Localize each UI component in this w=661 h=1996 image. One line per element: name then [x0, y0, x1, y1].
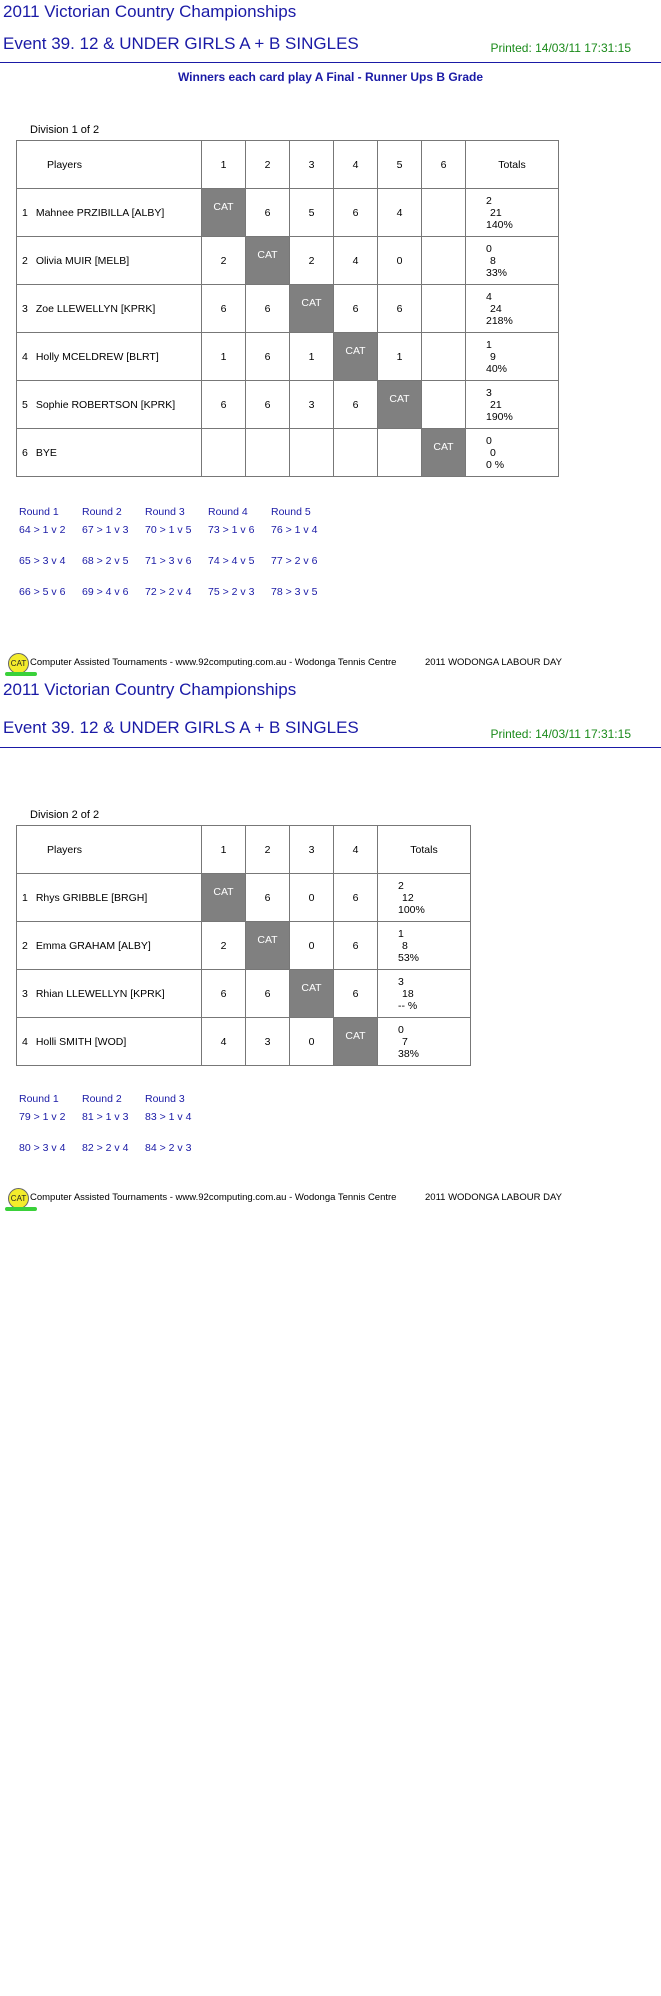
score-cell: 6: [334, 874, 378, 922]
cat-label: CAT: [213, 885, 234, 898]
totals-cell: [466, 285, 559, 333]
player-name: [17, 429, 202, 477]
totals-games: 21: [490, 398, 502, 411]
score-cell: 5: [290, 189, 334, 237]
score-cell: 3: [290, 381, 334, 429]
player-row: [17, 1018, 471, 1066]
player-row: [17, 381, 559, 429]
self-match-cell: [378, 381, 422, 429]
totals-cell: [466, 381, 559, 429]
cat-label: CAT: [433, 440, 454, 453]
cat-logo: [5, 1188, 29, 1212]
score-cell: 4: [334, 237, 378, 285]
match-entry: 73 > 1 v 6: [208, 524, 255, 536]
player-name-text: Mahnee PRZIBILLA [ALBY]: [35, 206, 165, 219]
player-name: [17, 237, 202, 285]
player-name: [17, 922, 202, 970]
totals-percentage: 38%: [398, 1047, 420, 1060]
player-name-text: Holly MCELDREW [BLRT]: [35, 350, 159, 363]
match-entry: 75 > 2 v 3: [208, 586, 255, 598]
printed-timestamp: Printed: 14/03/11 17:31:15: [490, 41, 631, 55]
totals-games: 7: [402, 1035, 408, 1048]
cat-label: CAT: [257, 248, 278, 261]
player-row: [17, 874, 471, 922]
score-cell: [422, 237, 466, 285]
player-number: 4: [22, 350, 28, 363]
self-match-cell: [246, 922, 290, 970]
player-name: [17, 381, 202, 429]
player-row: [17, 333, 559, 381]
score-cell: [246, 429, 290, 477]
score-cell: 2: [202, 922, 246, 970]
totals-percentage: 40%: [486, 362, 508, 375]
division-label: Division 2 of 2: [30, 809, 100, 821]
column-header-4: 4: [334, 141, 378, 189]
score-cell: 6: [246, 285, 290, 333]
totals-cell: [378, 970, 471, 1018]
footer-event: 2011 WODONGA LABOUR DAY: [425, 657, 562, 668]
score-cell: 1: [378, 333, 422, 381]
match-entry: 70 > 1 v 5: [145, 524, 192, 536]
totals-percentage: 0 %: [486, 458, 505, 471]
header-divider: [0, 747, 661, 748]
round-label: Round 1: [19, 506, 59, 518]
player-number: 1: [22, 891, 28, 904]
totals-games: 24: [490, 302, 502, 315]
footer-credit: Computer Assisted Tournaments - www.92computing.com.au - Wodonga Tennis Centre: [30, 657, 397, 668]
score-cell: [290, 429, 334, 477]
player-name-text: Emma GRAHAM [ALBY]: [35, 939, 151, 952]
totals-cell: [466, 189, 559, 237]
totals-cell: [378, 922, 471, 970]
score-cell: [422, 285, 466, 333]
totals-wins: 2: [398, 879, 404, 892]
cat-label: CAT: [345, 1029, 366, 1042]
footer-credit: Computer Assisted Tournaments - www.92computing.com.au - Wodonga Tennis Centre: [30, 1192, 397, 1203]
totals-games: 9: [490, 350, 496, 363]
totals-wins: 0: [398, 1023, 404, 1036]
cat-label: CAT: [257, 933, 278, 946]
totals-percentage: -- %: [398, 999, 418, 1012]
totals-cell: [466, 237, 559, 285]
player-number: 3: [22, 302, 28, 315]
page-footer: [5, 1188, 645, 1214]
player-name-text: Rhian LLEWELLYN [KPRK]: [35, 987, 165, 1000]
totals-wins: 3: [398, 975, 404, 988]
totals-games: 8: [490, 254, 496, 267]
player-name-text: Rhys GRIBBLE [BRGH]: [35, 891, 148, 904]
score-cell: 2: [202, 237, 246, 285]
totals-percentage: 100%: [398, 903, 425, 916]
totals-games: 21: [490, 206, 502, 219]
totals-games: 8: [402, 939, 408, 952]
score-cell: 3: [246, 1018, 290, 1066]
column-header-3: 3: [290, 141, 334, 189]
totals-percentage: 33%: [486, 266, 508, 279]
score-cell: [202, 429, 246, 477]
player-row: [17, 285, 559, 333]
cat-label: CAT: [301, 981, 322, 994]
page-1: [0, 0, 661, 680]
match-entry: 78 > 3 v 5: [271, 586, 318, 598]
self-match-cell: [202, 874, 246, 922]
cat-label: CAT: [389, 392, 410, 405]
player-name-text: Olivia MUIR [MELB]: [35, 254, 130, 267]
grading-banner: Winners each card play A Final - Runner Ups B Grade: [177, 70, 484, 84]
score-cell: 0: [378, 237, 422, 285]
players-header: Players: [17, 826, 202, 874]
championship-title: 2011 Victorian Country Championships: [3, 2, 297, 21]
totals-wins: 0: [486, 242, 492, 255]
self-match-cell: [202, 189, 246, 237]
division-label: Division 1 of 2: [30, 124, 100, 136]
match-entry: 84 > 2 v 3: [145, 1142, 192, 1154]
round-schedule: [19, 1093, 239, 1163]
cat-label: CAT: [213, 200, 234, 213]
totals-percentage: 140%: [486, 218, 513, 231]
column-header-2: 2: [246, 141, 290, 189]
self-match-cell: [422, 429, 466, 477]
round-label: Round 3: [145, 1093, 185, 1105]
cat-label: CAT: [301, 296, 322, 309]
column-header-1: 1: [202, 141, 246, 189]
self-match-cell: [290, 970, 334, 1018]
column-header-2: 2: [246, 826, 290, 874]
player-number: 2: [22, 254, 28, 267]
round-label: Round 2: [82, 506, 122, 518]
match-entry: 76 > 1 v 4: [271, 524, 318, 536]
match-entry: 82 > 2 v 4: [82, 1142, 129, 1154]
totals-percentage: 53%: [398, 951, 420, 964]
score-cell: 6: [202, 285, 246, 333]
score-cell: 6: [202, 970, 246, 1018]
score-cell: 6: [246, 189, 290, 237]
totals-wins: 2: [486, 194, 492, 207]
player-name: [17, 189, 202, 237]
logo-swoosh: [5, 1207, 37, 1211]
match-entry: 81 > 1 v 3: [82, 1111, 129, 1123]
player-number: 3: [22, 987, 28, 1000]
column-header-4: 4: [334, 826, 378, 874]
self-match-cell: [290, 285, 334, 333]
player-row: [17, 970, 471, 1018]
match-entry: 74 > 4 v 5: [208, 555, 255, 567]
totals-cell: [466, 333, 559, 381]
player-row: [17, 429, 559, 477]
column-header-5: 5: [378, 141, 422, 189]
match-entry: 65 > 3 v 4: [19, 555, 66, 567]
score-cell: [422, 381, 466, 429]
player-name-text: Sophie ROBERTSON [KPRK]: [35, 398, 176, 411]
score-cell: 6: [246, 381, 290, 429]
totals-percentage: 218%: [486, 314, 513, 327]
totals-games: 12: [402, 891, 414, 904]
player-name-text: Zoe LLEWELLYN [KPRK]: [35, 302, 156, 315]
column-header-1: 1: [202, 826, 246, 874]
player-number: 6: [22, 446, 28, 459]
score-cell: 6: [334, 970, 378, 1018]
round-robin-grid: [16, 140, 559, 477]
grid-header-row: [17, 826, 471, 874]
score-cell: 6: [246, 874, 290, 922]
printed-timestamp: Printed: 14/03/11 17:31:15: [490, 727, 631, 741]
self-match-cell: [246, 237, 290, 285]
round-label: Round 3: [145, 506, 185, 518]
round-label: Round 1: [19, 1093, 59, 1105]
score-cell: 6: [334, 189, 378, 237]
cat-label: CAT: [345, 344, 366, 357]
player-row: [17, 189, 559, 237]
match-entry: 69 > 4 v 6: [82, 586, 129, 598]
score-cell: 6: [378, 285, 422, 333]
player-name: [17, 970, 202, 1018]
score-cell: 6: [334, 381, 378, 429]
totals-wins: 1: [486, 338, 492, 351]
score-cell: 1: [290, 333, 334, 381]
logo-swoosh: [5, 672, 37, 676]
score-cell: 2: [290, 237, 334, 285]
round-label: Round 2: [82, 1093, 122, 1105]
totals-cell: [466, 429, 559, 477]
player-row: [17, 237, 559, 285]
score-cell: [422, 333, 466, 381]
cat-logo-disc: CAT: [8, 653, 29, 674]
player-row: [17, 922, 471, 970]
score-cell: 4: [378, 189, 422, 237]
score-cell: [334, 429, 378, 477]
match-entry: 71 > 3 v 6: [145, 555, 192, 567]
player-number: 1: [22, 206, 28, 219]
round-schedule: [19, 506, 359, 606]
score-cell: 6: [334, 285, 378, 333]
totals-wins: 0: [486, 434, 492, 447]
player-name: [17, 333, 202, 381]
championship-title: 2011 Victorian Country Championships: [3, 680, 297, 699]
player-name: [17, 285, 202, 333]
round-robin-grid: [16, 825, 471, 1066]
round-label: Round 5: [271, 506, 311, 518]
header-divider: [0, 62, 661, 63]
match-entry: 77 > 2 v 6: [271, 555, 318, 567]
score-cell: 1: [202, 333, 246, 381]
player-number: 2: [22, 939, 28, 952]
match-entry: 68 > 2 v 5: [82, 555, 129, 567]
score-cell: 0: [290, 874, 334, 922]
totals-wins: 4: [486, 290, 492, 303]
page-footer: [5, 653, 645, 679]
cat-logo: [5, 653, 29, 677]
footer-event: 2011 WODONGA LABOUR DAY: [425, 1192, 562, 1203]
score-cell: 6: [246, 970, 290, 1018]
score-cell: 6: [334, 922, 378, 970]
cat-logo-disc: CAT: [8, 1188, 29, 1209]
player-name-text: BYE: [35, 446, 57, 459]
grid-header-row: [17, 141, 559, 189]
self-match-cell: [334, 1018, 378, 1066]
score-cell: 6: [202, 381, 246, 429]
self-match-cell: [334, 333, 378, 381]
match-entry: 67 > 1 v 3: [82, 524, 129, 536]
totals-games: 18: [402, 987, 414, 1000]
score-cell: 4: [202, 1018, 246, 1066]
totals-games: 0: [490, 446, 496, 459]
player-number: 4: [22, 1035, 28, 1048]
score-cell: 0: [290, 1018, 334, 1066]
event-title: Event 39. 12 & UNDER GIRLS A + B SINGLES: [3, 718, 359, 737]
player-name: [17, 874, 202, 922]
totals-cell: [378, 1018, 471, 1066]
totals-header: Totals: [378, 826, 471, 874]
totals-header: Totals: [466, 141, 559, 189]
page-2: [0, 680, 661, 1240]
match-entry: 83 > 1 v 4: [145, 1111, 192, 1123]
player-name-text: Holli SMITH [WOD]: [35, 1035, 127, 1048]
player-name: [17, 1018, 202, 1066]
column-header-6: 6: [422, 141, 466, 189]
score-cell: [378, 429, 422, 477]
totals-percentage: 190%: [486, 410, 513, 423]
column-header-3: 3: [290, 826, 334, 874]
match-entry: 64 > 1 v 2: [19, 524, 66, 536]
totals-cell: [378, 874, 471, 922]
match-entry: 66 > 5 v 6: [19, 586, 66, 598]
players-header: Players: [17, 141, 202, 189]
score-cell: 0: [290, 922, 334, 970]
match-entry: 79 > 1 v 2: [19, 1111, 66, 1123]
round-label: Round 4: [208, 506, 248, 518]
player-number: 5: [22, 398, 28, 411]
match-entry: 80 > 3 v 4: [19, 1142, 66, 1154]
match-entry: 72 > 2 v 4: [145, 586, 192, 598]
totals-wins: 3: [486, 386, 492, 399]
event-title: Event 39. 12 & UNDER GIRLS A + B SINGLES: [3, 34, 359, 53]
totals-wins: 1: [398, 927, 404, 940]
score-cell: 6: [246, 333, 290, 381]
score-cell: [422, 189, 466, 237]
